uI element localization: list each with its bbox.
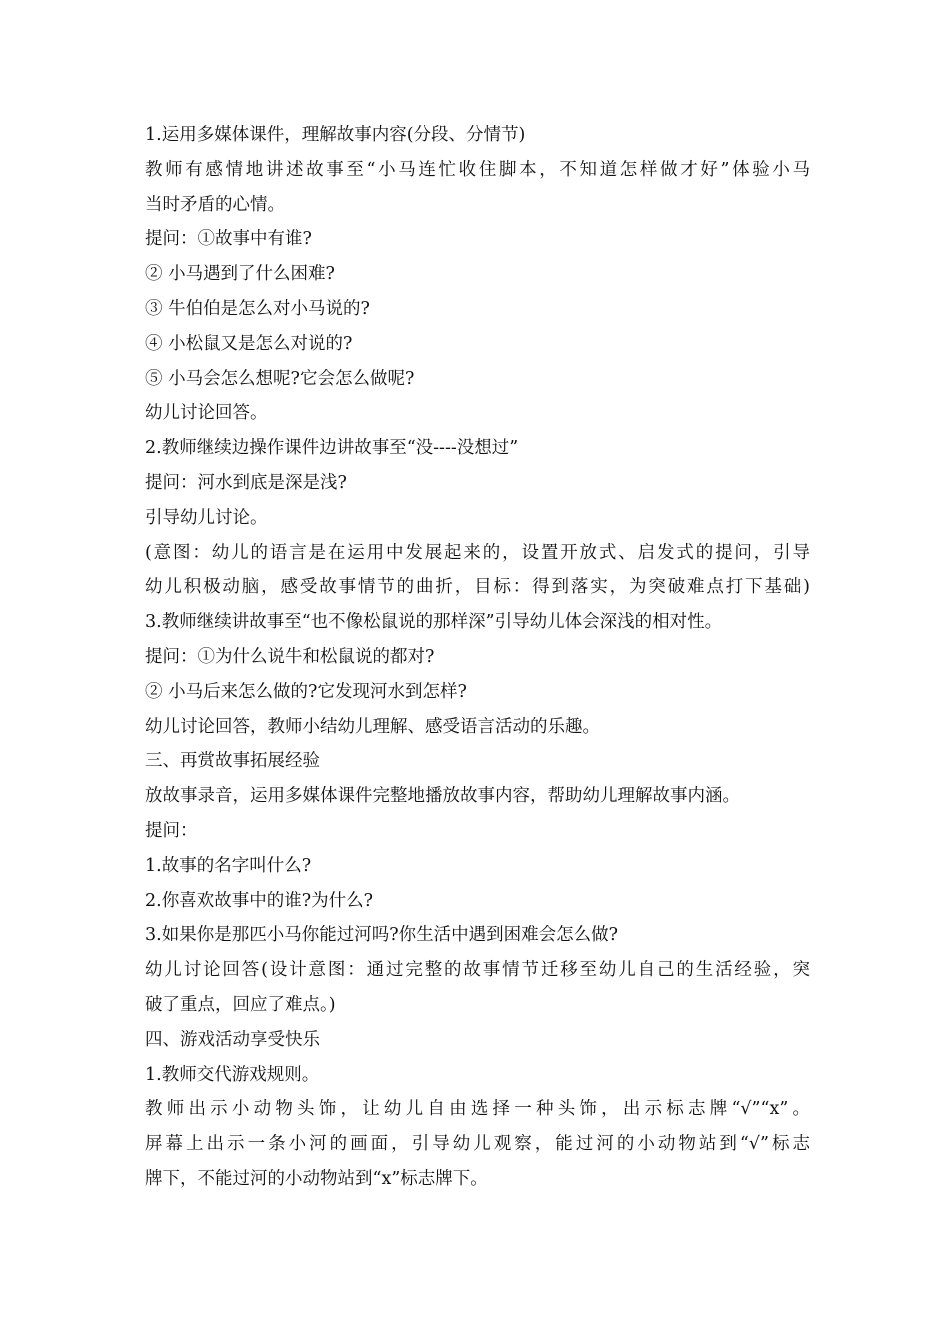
text-line: 幼儿讨论回答，教师小结幼儿理解、感受语言活动的乐趣。 xyxy=(145,716,600,737)
text-line: 2.你喜欢故事中的谁?为什么? xyxy=(145,890,373,911)
text-line: 放故事录音，运用多媒体课件完整地播放故事内容，帮助幼儿理解故事内涵。 xyxy=(145,786,740,807)
text-line: 1.故事的名字叫什么? xyxy=(145,855,312,876)
text-line: 教师有感情地讲述故事至“小马连忙收住脚本，不知道怎样做才好”体验小马 xyxy=(145,159,810,180)
text-line: 屏幕上出示一条小河的画面，引导幼儿观察，能过河的小动物站到“√”标志 xyxy=(145,1134,810,1155)
text-line: 1.教师交代游戏规则。 xyxy=(145,1064,320,1085)
text-line: ③ 牛伯伯是怎么对小马说的? xyxy=(145,298,370,319)
text-line: 三、再赏故事拓展经验 xyxy=(145,751,320,772)
text-line: 3.如果你是那匹小马你能过河吗?你生活中遇到困难会怎么做? xyxy=(145,925,618,946)
text-line: 2.教师继续边操作课件边讲故事至“没----没想过” xyxy=(145,438,519,459)
text-line: 提问：①为什么说牛和松鼠说的都对? xyxy=(145,646,435,667)
text-line: 幼儿讨论回答。 xyxy=(145,403,268,424)
text-line: 提问：河水到底是深是浅? xyxy=(145,472,347,493)
text-line: 提问： xyxy=(145,820,198,841)
text-line: 幼儿讨论回答(设计意图：通过完整的故事情节迁移至幼儿自己的生活经验，突 xyxy=(145,960,810,981)
text-line: 当时矛盾的心情。 xyxy=(145,194,285,215)
text-line: 牌下，不能过河的小动物站到“x”标志牌下。 xyxy=(145,1168,488,1189)
text-line: 3.教师继续讲故事至“也不像松鼠说的那样深”引导幼儿体会深浅的相对性。 xyxy=(145,612,723,633)
text-line: 教师出示小动物头饰，让幼儿自由选择一种头饰，出示标志牌“√”“x”。 xyxy=(145,1099,810,1120)
document-body xyxy=(145,118,810,1197)
text-line: 引导幼儿讨论。 xyxy=(145,507,268,528)
text-line: ⑤ 小马会怎么想呢?它会怎么做呢? xyxy=(145,368,415,389)
text-line: 破了重点，回应了难点。) xyxy=(145,994,336,1015)
text-line: 提问：①故事中有谁? xyxy=(145,229,312,250)
text-line: 四、游戏活动享受快乐 xyxy=(145,1029,320,1050)
text-line: ④ 小松鼠又是怎么对说的? xyxy=(145,333,353,354)
text-line: (意图：幼儿的语言是在运用中发展起来的，设置开放式、启发式的提问，引导 xyxy=(145,542,810,563)
text-line: 1.运用多媒体课件，理解故事内容(分段、分情节) xyxy=(145,125,526,145)
text-line: ② 小马遇到了什么困难? xyxy=(145,264,335,285)
text-line: 幼儿积极动脑，感受故事情节的曲折，目标：得到落实，为突破难点打下基础) xyxy=(145,577,810,598)
text-line: ② 小马后来怎么做的?它发现河水到怎样? xyxy=(145,681,467,702)
